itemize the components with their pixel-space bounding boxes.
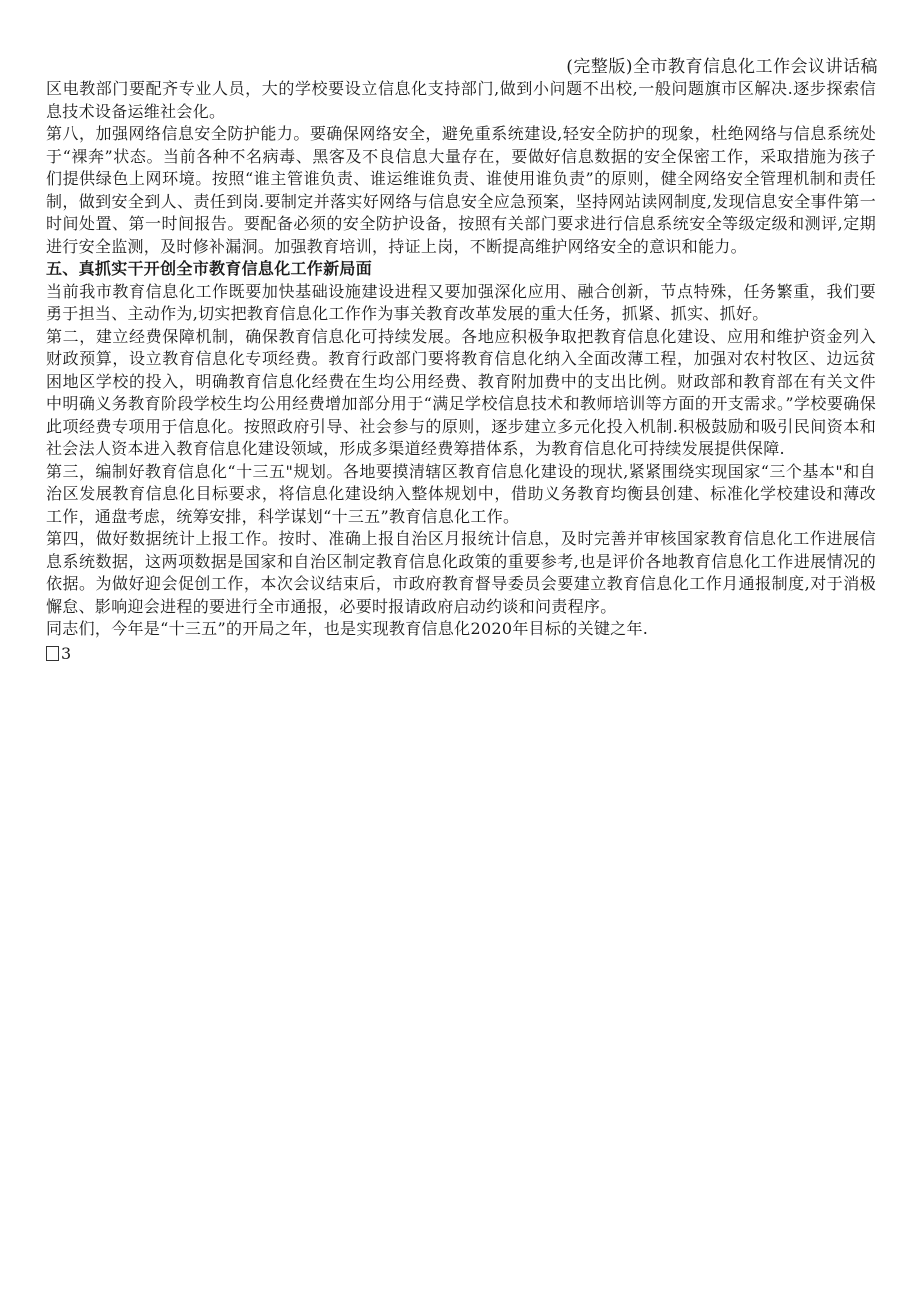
paragraph: 当前我市教育信息化工作既要加快基础设施建设进程又要加强深化应用、融合创新，节点特殊，任务繁重，我们要勇于担当、主动作为,切实把教育信息化工作作为事关教育改革发展的重大任务，抓紧、抓实、抓好。 bbox=[46, 281, 876, 323]
paragraph: 第八，加强网络信息安全防护能力。要确保网络安全，避免重系统建设,轻安全防护的现象，杜绝网络与信息系统处于“裸奔”状态。当前各种不名病毒、黑客及不良信息大量存在，要做好信息数据的安全保密工作，采取措施为孩子们提供绿色上网环境。按照“谁主管谁负责、谁运维谁负责、谁使用谁负责”的原则，健全网络安全管理机制和责任制，做到安全到人、责任到岗.要制定并落实好网络与信息安全应急预案，坚持网站读网制度,发现信息安全事件第一时间处置、第一时间报告。要配备必须的安全防护设备，按照有关部门要求进行信息系统安全等级定级和测评,定期进行安全监测，及时修补漏洞。加强教育培训，持证上岗，不断提高维护网络安全的意识和能力。 bbox=[46, 124, 876, 256]
paragraph: 第三，编制好教育信息化“十三五"规划。各地要摸清辖区教育信息化建设的现状,紧紧围绕实现国家“三个基本"和自治区发展教育信息化目标要求，将信息化建设纳入整体规划中，借助义务教育均衡县创建、标准化学校建设和薄改工作，通盘考虑，统筹安排，科学谋划“十三五”教育信息化工作。 bbox=[46, 461, 876, 526]
section-heading: 五、真抓实干开创全市教育信息化工作新局面 bbox=[46, 259, 373, 278]
page-number-value: 3 bbox=[61, 643, 72, 663]
document-title: (完整版)全市教育信息化工作会议讲话稿 bbox=[566, 57, 878, 77]
paragraph: 第二，建立经费保障机制，确保教育信息化可持续发展。各地应积极争取把教育信息化建设、应用和维护资金列入财政预算，设立教育信息化专项经费。教育行政部门要将教育信息化纳入全面改薄工程，加强对农村牧区、边远贫困地区学校的投入，明确教育信息化经费在生均公用经费、教育附加费中的支出比例。财政部和教育部在有关文件中明确义务教育阶段学校生均公用经费增加部分用于“满足学校信息技术和教师培训等方面的开支需求。”学校要确保此项经费专项用于信息化。按照政府引导、社会参与的原则，逐步建立多元化投入机制.积极鼓励和吸引民间资本和社会法人资本进入教育信息化建设领域，形成多渠道经费筹措体系，为教育信息化可持续发展提供保障. bbox=[46, 326, 876, 458]
paragraph: 第四，做好数据统计上报工作。按时、准确上报自治区月报统计信息，及时完善并审核国家教育信息化工作进展信息系统数据，这两项数据是国家和自治区制定教育信息化政策的重要参考,也是评价各地教育信息化工作进展情况的依据。为做好迎会促创工作，本次会议结束后，市政府教育督导委员会要建立教育信息化工作月通报制度,对于消极懈怠、影响迎会进程的要进行全市通报，必要时报请政府启动约谈和问责程序。 bbox=[46, 529, 876, 616]
document-body bbox=[46, 78, 876, 665]
page-number bbox=[46, 643, 876, 665]
paragraph: 区电教部门要配齐专业人员，大的学校要设立信息化支持部门,做到小问题不出校,一般问题旗市区解决.逐步探索信息技术设备运维社会化。 bbox=[46, 79, 876, 121]
paragraph: 同志们，今年是“十三五”的开局之年，也是实现教育信息化2020年目标的关键之年. bbox=[46, 619, 649, 638]
missing-glyph-box-icon bbox=[46, 646, 59, 661]
